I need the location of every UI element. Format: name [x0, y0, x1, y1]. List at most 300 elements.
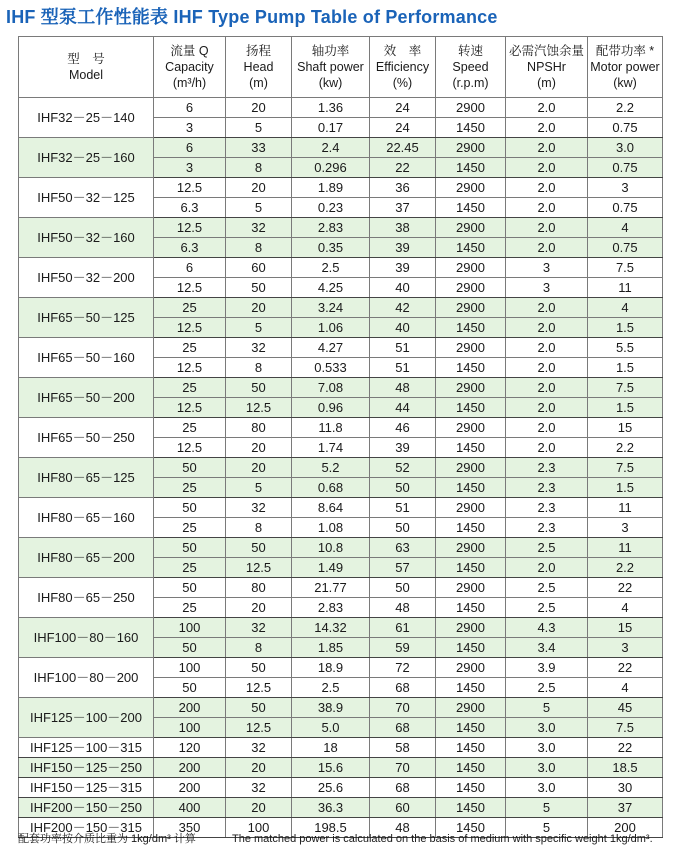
value-cell: 80 [226, 418, 292, 438]
value-cell: 2900 [436, 538, 506, 558]
model-cell: IHF50－32－160 [19, 218, 154, 258]
model-cell: IHF65－50－250 [19, 418, 154, 458]
value-cell: 20 [226, 598, 292, 618]
performance-table [18, 36, 663, 838]
value-cell: 2.0 [506, 398, 588, 418]
value-cell: 3 [506, 278, 588, 298]
model-cell: IHF80－65－125 [19, 458, 154, 498]
value-cell: 50 [226, 378, 292, 398]
value-cell: 50 [370, 578, 436, 598]
table-row [19, 738, 663, 758]
value-cell: 1.5 [588, 318, 663, 338]
value-cell: 70 [370, 758, 436, 778]
column-header-1 [154, 37, 226, 98]
table-row [19, 378, 663, 398]
value-cell: 42 [370, 298, 436, 318]
value-cell: 1450 [436, 758, 506, 778]
value-cell: 80 [226, 578, 292, 598]
table-row [19, 618, 663, 638]
value-cell: 50 [226, 278, 292, 298]
model-cell: IHF200－150－315 [19, 818, 154, 838]
value-cell: 2900 [436, 418, 506, 438]
value-cell: 200 [154, 758, 226, 778]
value-cell: 4 [588, 218, 663, 238]
value-cell: 100 [154, 718, 226, 738]
value-cell: 2.5 [506, 578, 588, 598]
value-cell: 60 [226, 258, 292, 278]
value-cell: 50 [370, 478, 436, 498]
value-cell: 61 [370, 618, 436, 638]
value-cell: 6.3 [154, 238, 226, 258]
column-header-6 [506, 37, 588, 98]
model-cell: IHF65－50－160 [19, 338, 154, 378]
value-cell: 39 [370, 438, 436, 458]
table-row [19, 218, 663, 238]
value-cell: 25 [154, 558, 226, 578]
value-cell: 0.75 [588, 158, 663, 178]
value-cell: 1450 [436, 738, 506, 758]
value-cell: 3.9 [506, 658, 588, 678]
value-cell: 6 [154, 258, 226, 278]
value-cell: 2.4 [292, 138, 370, 158]
value-cell: 2.0 [506, 338, 588, 358]
value-cell: 38.9 [292, 698, 370, 718]
model-cell: IHF125－100－315 [19, 738, 154, 758]
value-cell: 37 [370, 198, 436, 218]
value-cell: 3 [506, 258, 588, 278]
column-header-0 [19, 37, 154, 98]
value-cell: 2900 [436, 698, 506, 718]
value-cell: 0.296 [292, 158, 370, 178]
value-cell: 1450 [436, 558, 506, 578]
table-row [19, 498, 663, 518]
value-cell: 2.0 [506, 298, 588, 318]
value-cell: 0.17 [292, 118, 370, 138]
value-cell: 2900 [436, 178, 506, 198]
value-cell: 48 [370, 598, 436, 618]
value-cell: 0.35 [292, 238, 370, 258]
value-cell: 48 [370, 378, 436, 398]
column-header-cn: 轴功率 [311, 44, 350, 58]
column-header-cn: 扬程 [245, 44, 271, 58]
header-row [19, 37, 663, 98]
value-cell: 51 [370, 358, 436, 378]
value-cell: 2.0 [506, 98, 588, 118]
column-header-cn: 配带功率 * [595, 44, 655, 58]
value-cell: 2.5 [292, 678, 370, 698]
table-row [19, 178, 663, 198]
column-header-cn: 流量 Q [170, 44, 209, 58]
value-cell: 22 [370, 158, 436, 178]
value-cell: 5.0 [292, 718, 370, 738]
footnote-english: The matched power is calculated on the basis of medium with specific weight 1kg/dm³. [232, 833, 653, 845]
model-cell: IHF50－32－125 [19, 178, 154, 218]
value-cell: 2900 [436, 278, 506, 298]
value-cell: 8 [226, 358, 292, 378]
value-cell: 50 [154, 538, 226, 558]
value-cell: 12.5 [154, 358, 226, 378]
value-cell: 2900 [436, 378, 506, 398]
value-cell: 50 [226, 698, 292, 718]
column-header-cn: 必需汽蚀余量 [508, 44, 584, 58]
value-cell: 2900 [436, 298, 506, 318]
column-header-5 [436, 37, 506, 98]
value-cell: 20 [226, 758, 292, 778]
value-cell: 100 [226, 818, 292, 838]
value-cell: 3 [154, 118, 226, 138]
column-header-en: Head [243, 60, 274, 74]
value-cell: 1450 [436, 478, 506, 498]
table-row [19, 338, 663, 358]
model-cell: IHF150－125－315 [19, 778, 154, 798]
table-row [19, 798, 663, 818]
value-cell: 2.5 [292, 258, 370, 278]
value-cell: 24 [370, 98, 436, 118]
value-cell: 39 [370, 238, 436, 258]
value-cell: 5 [226, 478, 292, 498]
value-cell: 22 [588, 658, 663, 678]
value-cell: 1450 [436, 678, 506, 698]
value-cell: 5 [506, 698, 588, 718]
value-cell: 4 [588, 298, 663, 318]
value-cell: 8 [226, 158, 292, 178]
value-cell: 100 [154, 618, 226, 638]
value-cell: 12.5 [154, 218, 226, 238]
column-header-cn: 转速 [457, 44, 483, 58]
table-row [19, 298, 663, 318]
value-cell: 63 [370, 538, 436, 558]
value-cell: 12.5 [226, 678, 292, 698]
value-cell: 20 [226, 178, 292, 198]
value-cell: 14.32 [292, 618, 370, 638]
value-cell: 1450 [436, 818, 506, 838]
value-cell: 2.2 [588, 98, 663, 118]
value-cell: 4.25 [292, 278, 370, 298]
value-cell: 3 [154, 158, 226, 178]
value-cell: 3.0 [506, 738, 588, 758]
value-cell: 1.74 [292, 438, 370, 458]
value-cell: 2900 [436, 138, 506, 158]
value-cell: 200 [154, 778, 226, 798]
value-cell: 200 [588, 818, 663, 838]
value-cell: 32 [226, 618, 292, 638]
value-cell: 1.5 [588, 398, 663, 418]
value-cell: 3 [588, 638, 663, 658]
value-cell: 3.0 [588, 138, 663, 158]
value-cell: 2.0 [506, 158, 588, 178]
value-cell: 2.3 [506, 498, 588, 518]
value-cell: 12.5 [226, 398, 292, 418]
table-row [19, 538, 663, 558]
value-cell: 1450 [436, 398, 506, 418]
value-cell: 0.75 [588, 198, 663, 218]
value-cell: 1450 [436, 158, 506, 178]
value-cell: 2.0 [506, 558, 588, 578]
value-cell: 1450 [436, 778, 506, 798]
value-cell: 3.4 [506, 638, 588, 658]
value-cell: 2900 [436, 658, 506, 678]
model-cell: IHF200－150－250 [19, 798, 154, 818]
value-cell: 38 [370, 218, 436, 238]
value-cell: 0.23 [292, 198, 370, 218]
value-cell: 0.96 [292, 398, 370, 418]
value-cell: 2900 [436, 578, 506, 598]
column-header-unit: (kw) [318, 76, 343, 90]
value-cell: 2.0 [506, 218, 588, 238]
model-cell: IHF65－50－200 [19, 378, 154, 418]
value-cell: 22.45 [370, 138, 436, 158]
value-cell: 4.3 [506, 618, 588, 638]
value-cell: 50 [226, 658, 292, 678]
table-row [19, 578, 663, 598]
value-cell: 25 [154, 518, 226, 538]
value-cell: 2.2 [588, 438, 663, 458]
value-cell: 32 [226, 778, 292, 798]
value-cell: 1.89 [292, 178, 370, 198]
value-cell: 2.0 [506, 358, 588, 378]
column-header-unit: (m) [249, 76, 268, 90]
column-header-en: Capacity [165, 60, 214, 74]
model-cell: IHF32－25－160 [19, 138, 154, 178]
value-cell: 60 [370, 798, 436, 818]
value-cell: 50 [154, 578, 226, 598]
value-cell: 2.5 [506, 678, 588, 698]
value-cell: 20 [226, 798, 292, 818]
column-header-4 [370, 37, 436, 98]
value-cell: 2900 [436, 498, 506, 518]
value-cell: 1450 [436, 798, 506, 818]
value-cell: 120 [154, 738, 226, 758]
model-cell: IHF80－65－250 [19, 578, 154, 618]
value-cell: 2900 [436, 338, 506, 358]
value-cell: 25 [154, 338, 226, 358]
value-cell: 2.0 [506, 118, 588, 138]
table-row [19, 258, 663, 278]
table-row [19, 758, 663, 778]
column-header-unit: (m) [537, 76, 556, 90]
value-cell: 2900 [436, 458, 506, 478]
value-cell: 1.36 [292, 98, 370, 118]
value-cell: 52 [370, 458, 436, 478]
table-row [19, 138, 663, 158]
value-cell: 2.2 [588, 558, 663, 578]
value-cell: 2.3 [506, 458, 588, 478]
value-cell: 6 [154, 98, 226, 118]
model-cell: IHF80－65－200 [19, 538, 154, 578]
column-header-unit: (%) [392, 76, 413, 90]
value-cell: 40 [370, 278, 436, 298]
value-cell: 2.5 [506, 538, 588, 558]
model-cell: IHF32－25－140 [19, 98, 154, 138]
table-row [19, 458, 663, 478]
value-cell: 8.64 [292, 498, 370, 518]
value-cell: 2.0 [506, 418, 588, 438]
value-cell: 1450 [436, 718, 506, 738]
value-cell: 18.5 [588, 758, 663, 778]
value-cell: 200 [154, 698, 226, 718]
value-cell: 32 [226, 498, 292, 518]
model-cell: IHF125－100－200 [19, 698, 154, 738]
footnote-chinese: 配套功率按介质比重为 1kg/dm³ 计算 [18, 833, 196, 845]
value-cell: 22 [588, 578, 663, 598]
model-cell: IHF150－125－250 [19, 758, 154, 778]
value-cell: 50 [226, 538, 292, 558]
value-cell: 2900 [436, 618, 506, 638]
value-cell: 15 [588, 618, 663, 638]
column-header-2 [226, 37, 292, 98]
value-cell: 2900 [436, 258, 506, 278]
value-cell: 0.533 [292, 358, 370, 378]
value-cell: 5.2 [292, 458, 370, 478]
value-cell: 50 [154, 458, 226, 478]
value-cell: 1.85 [292, 638, 370, 658]
value-cell: 33 [226, 138, 292, 158]
value-cell: 2.0 [506, 438, 588, 458]
value-cell: 25 [154, 378, 226, 398]
value-cell: 7.08 [292, 378, 370, 398]
value-cell: 5 [506, 798, 588, 818]
value-cell: 10.8 [292, 538, 370, 558]
value-cell: 2.83 [292, 598, 370, 618]
value-cell: 5 [226, 118, 292, 138]
value-cell: 1450 [436, 358, 506, 378]
value-cell: 1450 [436, 438, 506, 458]
value-cell: 36.3 [292, 798, 370, 818]
value-cell: 7.5 [588, 258, 663, 278]
value-cell: 57 [370, 558, 436, 578]
value-cell: 25 [154, 478, 226, 498]
value-cell: 1450 [436, 598, 506, 618]
value-cell: 1450 [436, 518, 506, 538]
value-cell: 12.5 [226, 718, 292, 738]
value-cell: 46 [370, 418, 436, 438]
value-cell: 44 [370, 398, 436, 418]
value-cell: 2.0 [506, 238, 588, 258]
value-cell: 1.49 [292, 558, 370, 578]
value-cell: 6.3 [154, 198, 226, 218]
column-header-cn: 效 率 [383, 44, 422, 58]
value-cell: 7.5 [588, 378, 663, 398]
value-cell: 18 [292, 738, 370, 758]
value-cell: 12.5 [226, 558, 292, 578]
column-header-en: Shaft power [297, 60, 364, 74]
value-cell: 3.0 [506, 718, 588, 738]
value-cell: 30 [588, 778, 663, 798]
value-cell: 7.5 [588, 718, 663, 738]
value-cell: 32 [226, 338, 292, 358]
value-cell: 6 [154, 138, 226, 158]
value-cell: 25 [154, 298, 226, 318]
value-cell: 15 [588, 418, 663, 438]
value-cell: 1450 [436, 638, 506, 658]
value-cell: 20 [226, 98, 292, 118]
value-cell: 11.8 [292, 418, 370, 438]
value-cell: 4.27 [292, 338, 370, 358]
value-cell: 36 [370, 178, 436, 198]
table-row [19, 778, 663, 798]
value-cell: 2.0 [506, 198, 588, 218]
value-cell: 100 [154, 658, 226, 678]
value-cell: 68 [370, 778, 436, 798]
column-header-unit: (r.p.m) [452, 76, 489, 90]
value-cell: 20 [226, 298, 292, 318]
column-header-7 [588, 37, 663, 98]
value-cell: 1450 [436, 318, 506, 338]
value-cell: 5 [226, 198, 292, 218]
value-cell: 1450 [436, 198, 506, 218]
value-cell: 24 [370, 118, 436, 138]
value-cell: 0.75 [588, 238, 663, 258]
table-row [19, 698, 663, 718]
column-header-en: Model [68, 68, 104, 82]
value-cell: 0.75 [588, 118, 663, 138]
value-cell: 2900 [436, 98, 506, 118]
value-cell: 1450 [436, 238, 506, 258]
page-title: IHF 型泵工作性能表 IHF Type Pump Table of Performance [6, 7, 498, 27]
column-header-unit: (m³/h) [172, 76, 207, 90]
model-cell: IHF100－80－160 [19, 618, 154, 658]
value-cell: 3.24 [292, 298, 370, 318]
value-cell: 50 [154, 638, 226, 658]
value-cell: 198.5 [292, 818, 370, 838]
value-cell: 2.83 [292, 218, 370, 238]
value-cell: 2.0 [506, 378, 588, 398]
value-cell: 4 [588, 598, 663, 618]
model-cell: IHF65－50－125 [19, 298, 154, 338]
table-row [19, 418, 663, 438]
value-cell: 2.0 [506, 318, 588, 338]
value-cell: 0.68 [292, 478, 370, 498]
value-cell: 20 [226, 438, 292, 458]
value-cell: 48 [370, 818, 436, 838]
value-cell: 4 [588, 678, 663, 698]
value-cell: 11 [588, 538, 663, 558]
value-cell: 11 [588, 278, 663, 298]
value-cell: 1.08 [292, 518, 370, 538]
column-header-unit: (kw) [613, 76, 637, 90]
value-cell: 2.0 [506, 178, 588, 198]
value-cell: 37 [588, 798, 663, 818]
value-cell: 5 [506, 818, 588, 838]
column-header-en: NPSHr [527, 60, 566, 74]
value-cell: 72 [370, 658, 436, 678]
value-cell: 70 [370, 698, 436, 718]
value-cell: 1.06 [292, 318, 370, 338]
value-cell: 5.5 [588, 338, 663, 358]
value-cell: 39 [370, 258, 436, 278]
value-cell: 12.5 [154, 318, 226, 338]
value-cell: 8 [226, 238, 292, 258]
value-cell: 400 [154, 798, 226, 818]
value-cell: 18.9 [292, 658, 370, 678]
value-cell: 68 [370, 718, 436, 738]
value-cell: 2.3 [506, 478, 588, 498]
value-cell: 2.3 [506, 518, 588, 538]
table-row [19, 98, 663, 118]
value-cell: 7.5 [588, 458, 663, 478]
model-cell: IHF80－65－160 [19, 498, 154, 538]
value-cell: 2900 [436, 218, 506, 238]
value-cell: 12.5 [154, 438, 226, 458]
value-cell: 12.5 [154, 178, 226, 198]
model-cell: IHF50－32－200 [19, 258, 154, 298]
value-cell: 58 [370, 738, 436, 758]
value-cell: 68 [370, 678, 436, 698]
value-cell: 2.5 [506, 598, 588, 618]
column-header-3 [292, 37, 370, 98]
value-cell: 32 [226, 738, 292, 758]
column-header-cn: 型 号 [67, 52, 105, 66]
